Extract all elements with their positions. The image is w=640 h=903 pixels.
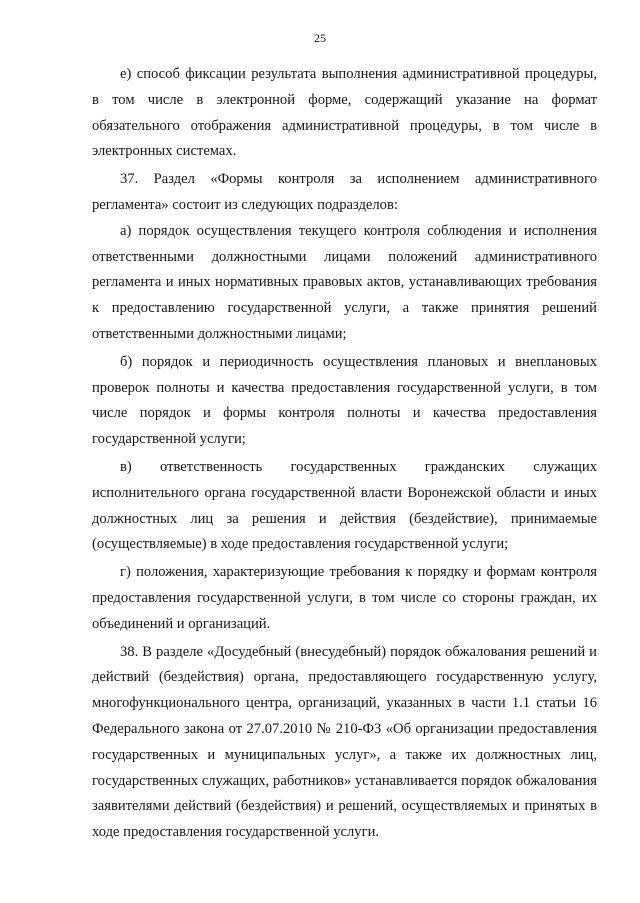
paragraph-item-b: б) порядок и периодичность осуществления плановых и внеплановых проверок полноты и качества предоставления государственной услуги, в том числе порядок и формы контроля полноты и качества предоставления государственной услуги; bbox=[92, 353, 597, 448]
page-number: 25 bbox=[314, 31, 326, 45]
paragraph-item-e: е) способ фиксации результата выполнения административной процедуры, в том числе в электронной форме, содержащий указание на формат обязательного отображения административной процедуры, в том числе в электронных системах. bbox=[92, 66, 597, 160]
paragraph-item-v: в) ответственность государственных гражданских служащих исполнительного органа государственной власти Воронежской области и иных должностных лиц за решения и действия (бездействие), принимаемые (осуществляемые) в ходе предоставления государственной услуги; bbox=[92, 458, 597, 553]
paragraph-item-a: а) порядок осуществления текущего контроля соблюдения и исполнения ответственными должностными лицами положений административного регламента и иных нормативных правовых актов, устанавливающих требования к предоставлению государственной услуги, а также принятия решений ответственными должностными лицами; bbox=[92, 222, 597, 342]
paragraph-38: 38. В разделе «Досудебный (внесудебный) порядок обжалования решений и действий (бездействия) органа, предоставляющего государственную услугу, многофункционального центра, организаций, указанных в части 1.1 статьи 16 Федерального закона от 27.07.2010 № 210-ФЗ «Об организации предоставления государственных и муниципальных услуг», а также их должностных лиц, государственных служащих, работников» устанавливается порядок обжалования заявителями действий (бездействия) и решений, осуществляемых и принятых в ходе предоставления государственной услуги. bbox=[92, 643, 597, 841]
paragraph-item-g: г) положения, характеризующие требования к порядку и формам контроля предоставления государственной услуги, в том числе со стороны граждан, их объединений и организаций. bbox=[92, 564, 597, 632]
paragraph-37: 37. Раздел «Формы контроля за исполнением административного регламента» состоит из следующих подразделов: bbox=[92, 171, 597, 213]
document-body bbox=[92, 62, 597, 846]
